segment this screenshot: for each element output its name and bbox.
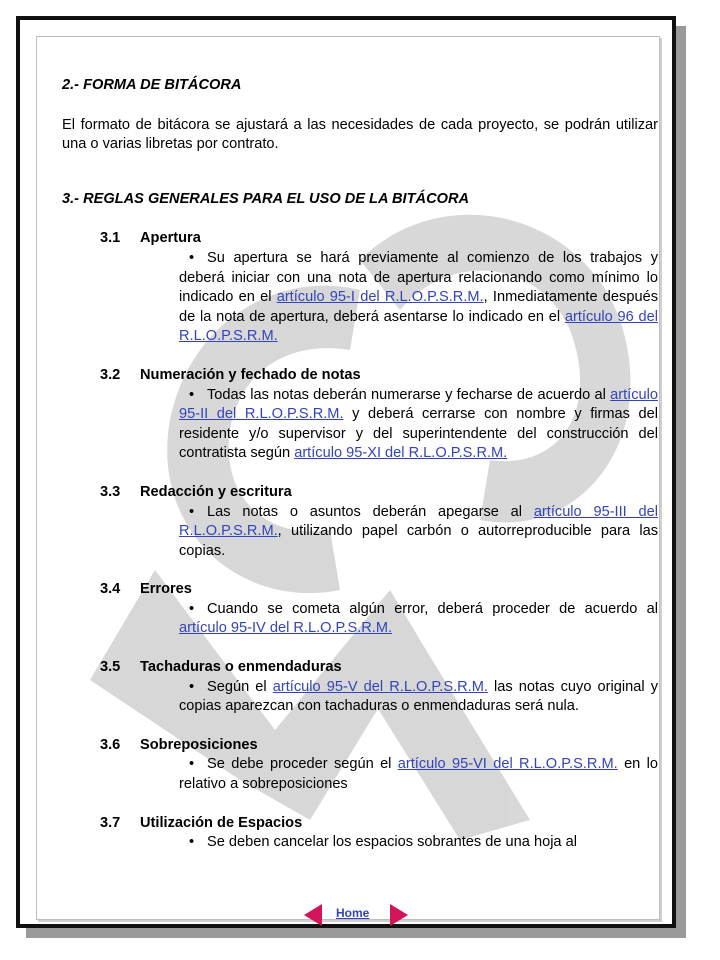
item-text: las notas cuyo original y copias aparezcan con tachaduras o enmendaduras será nula. — [179, 678, 658, 715]
subsection-heading — [62, 229, 658, 249]
list-item — [179, 600, 658, 639]
bullet-icon: • — [189, 678, 195, 695]
subsection-title: Apertura — [140, 230, 201, 247]
list-item — [179, 249, 658, 347]
list-item — [179, 833, 658, 853]
item-text: Su apertura se hará previamente al comienzo de los trabajos y deberá iniciar con una nota de apertura relacionando como mínimo lo indicado en el — [179, 249, 658, 306]
subsection-number: 3.4 — [100, 581, 121, 598]
subsection-number: 3.7 — [100, 814, 121, 831]
bullet-icon: • — [189, 756, 195, 773]
right-arrow-icon[interactable] — [390, 904, 408, 926]
subsection-number: 3.1 — [100, 230, 121, 247]
bullet-icon: • — [189, 600, 195, 617]
article-link[interactable]: artículo 95-XI del R.L.O.P.S.R.M. — [294, 445, 508, 462]
subsection-title: Tachaduras o enmendaduras — [140, 659, 342, 676]
article-link[interactable]: artículo 96 del R.L.O.P.S.R.M. — [179, 308, 658, 345]
subsection-number: 3.2 — [100, 366, 121, 383]
item-text: Según el — [207, 678, 273, 695]
item-text: , utilizando papel carbón o autorreproducible para las copias. — [179, 523, 658, 559]
item-text: Se deben cancelar los espacios sobrantes de una hoja al — [207, 834, 577, 851]
article-link[interactable]: artículo 95-VI del R.L.O.P.S.R.M. — [397, 756, 618, 773]
bullet-icon: • — [189, 249, 195, 266]
item-text: y deberá cerrarse con nombre y firmas del residente y/o supervisor y del superintendente del construcción del contratista según — [179, 406, 658, 462]
subsection-heading — [62, 366, 658, 386]
bullet-icon: • — [189, 834, 195, 851]
page-navigation — [304, 902, 414, 928]
subsection-heading — [62, 580, 658, 600]
subsection-title: Utilización de Espacios — [140, 814, 303, 831]
subsection-number: 3.6 — [100, 736, 121, 753]
list-item — [179, 503, 658, 562]
article-link[interactable]: artículo 95-I del R.L.O.P.S.R.M. — [276, 289, 484, 306]
subsection-title: Redacción y escritura — [140, 483, 292, 500]
section3-heading: 3.- REGLAS GENERALES PARA EL USO DE LA BITÁCORA — [62, 190, 470, 207]
subsection-heading — [62, 814, 658, 834]
subsection-title: Numeración y fechado de notas — [140, 366, 361, 383]
subsection-number: 3.3 — [100, 483, 121, 500]
home-link[interactable]: Home — [336, 906, 370, 920]
bullet-icon: • — [189, 386, 195, 403]
section2-text: El formato de bitácora se ajustará a las necesidades de cada proyecto, se podrán utilizar una o varias libretas por contrato. — [62, 116, 658, 153]
left-arrow-icon[interactable] — [304, 904, 322, 926]
item-text: Las notas o asuntos deberán apegarse al — [207, 503, 534, 520]
section2-heading: 2.- FORMA DE BITÁCORA — [62, 77, 242, 93]
item-text: , Inmediatamente después de la nota de apertura, deberá asentarse lo indicado en el — [179, 289, 658, 325]
subsection-title: Errores — [140, 581, 192, 598]
article-link[interactable]: artículo 95-IV del R.L.O.P.S.R.M. — [179, 620, 393, 637]
article-link[interactable]: artículo 95-II del R.L.O.P.S.R.M. — [179, 386, 658, 423]
article-link[interactable]: artículo 95-V del R.L.O.P.S.R.M. — [272, 678, 488, 695]
list-item — [179, 678, 658, 717]
bullet-icon: • — [189, 503, 195, 520]
item-text: Se debe proceder según el — [207, 756, 398, 773]
item-text: en lo relativo a sobreposiciones — [179, 756, 659, 793]
subsection-heading — [62, 736, 658, 756]
subsection-heading — [62, 658, 658, 678]
article-link[interactable]: artículo 95-III del R.L.O.P.S.R.M. — [179, 503, 658, 540]
list-item — [179, 755, 658, 794]
subsection-title: Sobreposiciones — [140, 736, 258, 753]
subsection-heading — [62, 483, 658, 503]
subsection-number: 3.5 — [100, 659, 121, 676]
document-body — [62, 76, 658, 853]
item-text: Todas las notas deberán numerarse y fecharse de acuerdo al — [207, 386, 611, 403]
list-item — [179, 386, 658, 464]
item-text: Cuando se cometa algún error, deberá proceder de acuerdo al — [207, 600, 658, 617]
